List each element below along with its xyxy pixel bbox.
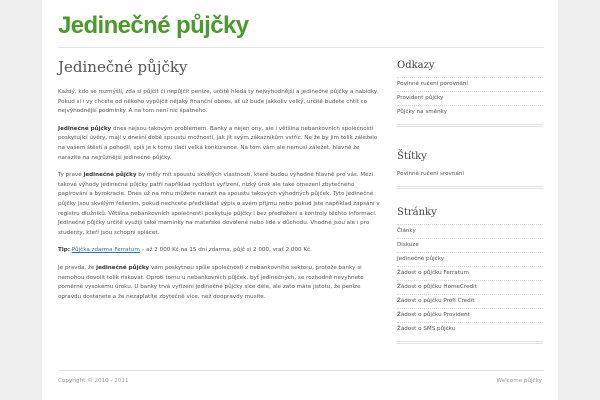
link-pujcky-na-smenky[interactable]: Půjčky na směnky [397, 109, 448, 115]
links-widget [397, 60, 543, 127]
tip-label: Tip: [58, 247, 70, 254]
page-item[interactable] [397, 224, 543, 238]
paragraph-1-text: Každý, kdo se rozmýšlí, zda si půjčit či nepůjčit peníze, určitě hledá ty nejvýhodnější a jedinečné půjčky a nabídky. Pokud si i vy chcete od někoho vypůjčit nějaký finanční obnos, ať už bude jakkoliv velký, určitě budete chtít co nejvýhodnější podmínky. A na tom není nic špatného. [58, 89, 379, 115]
sidebar [397, 60, 543, 332]
copyright: Copyright © 2010 - 2011 [58, 378, 129, 384]
pages-widget-divider [397, 341, 543, 344]
pages-widget-title: Stránky [397, 207, 437, 218]
page-link-jedinecne-pujcky[interactable]: Jedinečné půjčky [397, 256, 445, 262]
paragraph-2-bold: Jedinečné půjčky [58, 125, 112, 132]
link-povinne-ruceni-porovnani[interactable]: Povinné ručení porovnání [397, 81, 468, 87]
page-link-zadost-provident[interactable]: Žádost o půjčku Provident [397, 312, 470, 318]
paragraph-5 [58, 264, 380, 302]
page-link-clanky[interactable]: Články [397, 228, 416, 234]
tag-link-povinne-ruceni-srovnani[interactable]: Povinné ručení srovnání [397, 171, 464, 177]
links-widget-title: Odkazy [397, 60, 435, 71]
main-content [58, 58, 380, 310]
site-title[interactable]: Jedinečné půjčky [58, 12, 249, 39]
links-list [397, 77, 543, 119]
link-item[interactable] [397, 77, 543, 91]
paragraph-1 [58, 88, 380, 117]
header-divider [58, 47, 544, 48]
tags-widget [397, 151, 543, 189]
tags-widget-title: Štítky [397, 151, 427, 162]
paragraph-2 [58, 125, 380, 163]
page-item[interactable] [397, 322, 543, 336]
paragraph-3-bold: jedinečné půjčky [83, 172, 137, 179]
page [42, 0, 558, 400]
pages-list [397, 224, 543, 336]
page-link-zadost-ferratum[interactable]: Žádost o půjčku Ferratum [397, 270, 469, 276]
paragraph-3-lead: Ty pravé [58, 172, 84, 179]
footer-link[interactable]: Welcome půjčky [496, 378, 542, 384]
tip-link[interactable]: Půjčka zdarma Ferratum [71, 247, 140, 254]
page-link-diskuze[interactable]: Diskuze [397, 242, 419, 248]
post-title: Jedinečné půjčky [58, 58, 188, 76]
paragraph-5-bold: jedinečné půjčky [96, 264, 150, 271]
page-item[interactable] [397, 294, 543, 308]
page-item[interactable] [397, 238, 543, 252]
page-item[interactable] [397, 266, 543, 280]
page-item[interactable] [397, 252, 543, 266]
links-widget-divider [397, 124, 543, 127]
paragraph-5-text: vám poskytnou spíše společnosti z nebankovního sektoru, protože banky si nemohou dovolit tolik riskovat. Oproti tomu u nebankovních půjček, byť jedinečných, se rozhodně nevyhnete poměrně vysokému úroku. U banky trvá vyřízení jedinečné půjčky sice déle, ale zato máte jistotu, že peníze opravdu dostanete a že nezaplatíte zbytečně více, než doopravdy musíte. [58, 264, 364, 300]
paragraph-5-lead: Je pravda, že [58, 264, 97, 271]
paragraph-3 [58, 171, 380, 238]
paragraph-2-text: dnes nejsou takovým problémem. Banky a nejen ony, ale i většina nebankovních společností poskytující úvěry, mají v dnešní době spoustu možností, jak jít svým zákazníkům vstříc. Ne že by jim tolik záleželo na vašem štěstí a pohodlí, spíš je k tomu tlačí velká konkurence. Na tom vám ale nemusí záležet, hlavně že narazíte na nejrůznější jedinečné půjčky. [58, 125, 378, 161]
page-link-zadost-homecredit[interactable]: Žádost o půjčku HomeCredit [397, 284, 477, 290]
tip-paragraph [58, 246, 380, 256]
link-item[interactable] [397, 91, 543, 105]
link-provident-pujcky[interactable]: Provident půjčky [397, 95, 444, 101]
tags-widget-divider [397, 186, 543, 189]
pages-widget [397, 207, 543, 344]
link-item[interactable] [397, 105, 543, 119]
paragraph-3-text: by měly mít spoustu skvělých vlastností, které budou výhodné hlavně pro vás. Mezi takové výhody jedinečné půjčky patří například rychlost vyřízení, nízký úrok ale také omezení zbytečného papírování a byrokracie. Dnes už na mhu můžete narazit na spoustu takových výhodných půjček. Tyto jedinečné půjčky jsou skvělým řešením, pokud nechcete předkládat výpis o svém příjmu nebo pokud jste například zapsáni v registru dlužníků. Většina nebankovních společností poskytuje půjčky i bez předložení a kontroly těchto informací. Jedinečné půjčky určitě využijí také maminky na mateřské dovolené nebo lidé v důchodu. Vhodné jsou ale i pro studenty, kteří jsou schopni splácet. [58, 172, 380, 236]
footer-divider [58, 370, 544, 371]
page-link-zadost-sms[interactable]: Žádost o SMS půjčku [397, 326, 456, 332]
page-link-zadost-profi-credit[interactable]: Žádost o půjčku Profi Credit [397, 298, 475, 304]
tip-text: – až 2 000 Kč na 15 dní zdarma, půjč si 2 000, vrať 2 000 Kč. [139, 247, 312, 254]
page-item[interactable] [397, 280, 543, 294]
page-item[interactable] [397, 308, 543, 322]
